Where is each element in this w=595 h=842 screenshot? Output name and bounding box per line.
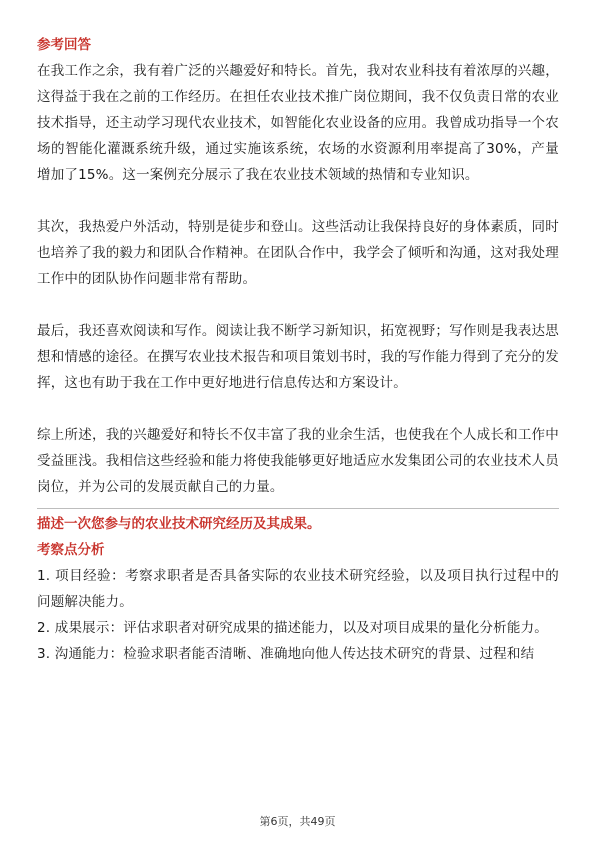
analysis-point-2: 2. 成果展示：评估求职者对研究成果的描述能力，以及对项目成果的量化分析能力。 (37, 620, 548, 636)
answer-paragraph-4: 综上所述，我的兴趣爱好和特长不仅丰富了我的业余生活，也使我在个人成长和工作中受益匪浅。我相信这些经验和能力将使我能够更好地适应水发集团公司的农业技术人员岗位，并为公司的发展贡献自己的力量。 (37, 427, 559, 495)
answer-paragraph-1: 在我工作之余，我有着广泛的兴趣爱好和特长。首先，我对农业科技有着浓厚的兴趣，这得益于我在之前的工作经历。在担任农业技术推广岗位期间，我不仅负责日常的农业技术指导，还主动学习现代农业技术，如智能化农业设备的应用。我曾成功指导一个农场的智能化灌溉系统升级，通过实施该系统，农场的水资源利用率提高了30%，产量增加了15%。这一案例充分展示了我在农业技术领域的热情和专业知识。 (37, 63, 559, 183)
analysis-heading: 考察点分析 (37, 542, 105, 558)
answer-paragraph-3: 最后，我还喜欢阅读和写作。阅读让我不断学习新知识，拓宽视野；写作则是我表达思想和情感的途径。在撰写农业技术报告和项目策划书时，我的写作能力得到了充分的发挥，这也有助于我在工作中更好地进行信息传达和方案设计。 (37, 323, 559, 391)
answer-heading: 参考回答 (37, 37, 91, 53)
analysis-point-3: 3. 沟通能力：检验求职者能否清晰、准确地向他人传达技术研究的背景、过程和结 (37, 646, 535, 662)
page-content (37, 32, 559, 667)
answer-paragraph-2: 其次，我热爱户外活动，特别是徒步和登山。这些活动让我保持良好的身体素质，同时也培养了我的毅力和团队合作精神。在团队合作中，我学会了倾听和沟通，这对我处理工作中的团队协作问题非常有帮助。 (37, 219, 559, 287)
page-number: 第6页，共49页 (259, 815, 336, 828)
question-text: 描述一次您参与的农业技术研究经历及其成果。 (37, 516, 321, 532)
section-divider (37, 508, 559, 509)
analysis-point-1: 1. 项目经验：考察求职者是否具备实际的农业技术研究经验，以及项目执行过程中的问题解决能力。 (37, 568, 559, 610)
